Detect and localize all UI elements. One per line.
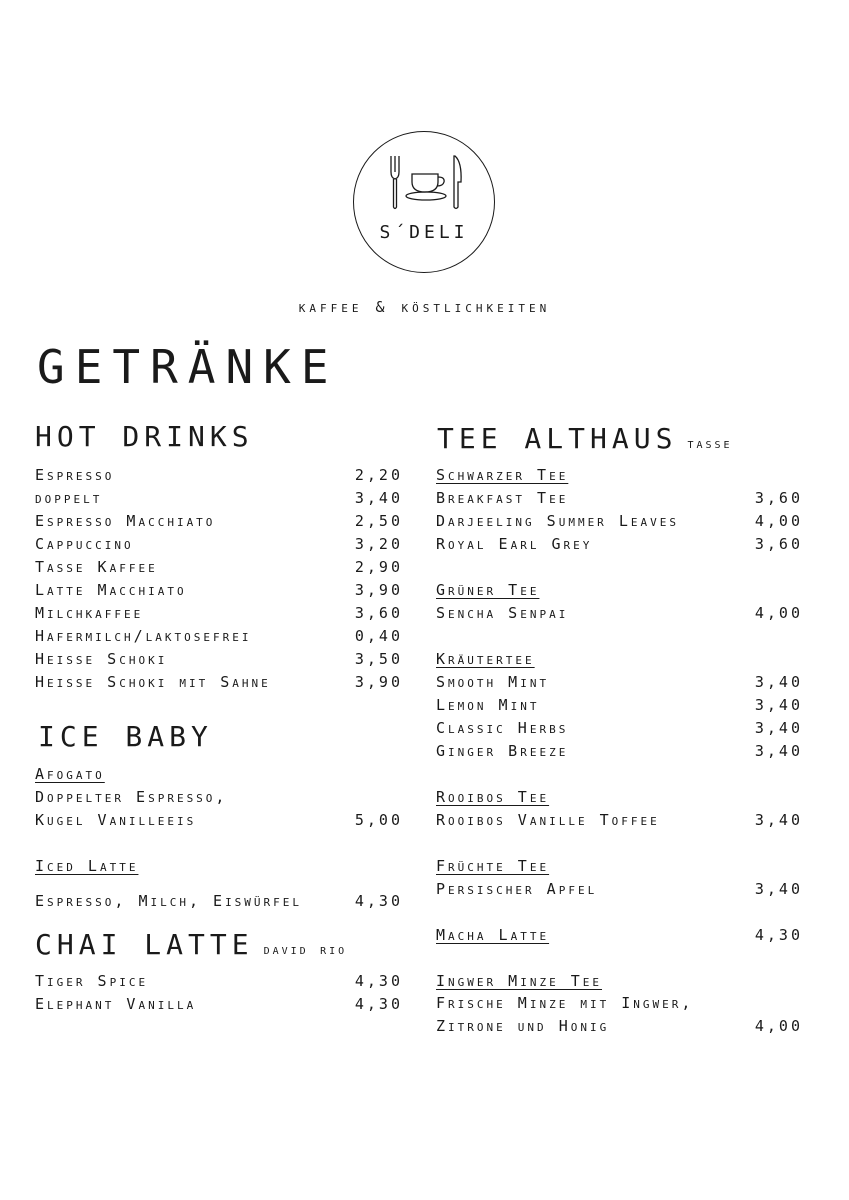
brand-logo xyxy=(353,131,495,273)
kraeutertee-title: Kräutertee xyxy=(436,650,535,668)
item-name: Cappuccino xyxy=(35,535,134,553)
hot-drinks-heading: HOT DRINKS xyxy=(35,420,254,453)
ingwer-price: 4,00 xyxy=(754,1017,803,1035)
iced-latte-price: 4,30 xyxy=(354,892,403,910)
item-price: 2,50 xyxy=(354,512,403,530)
item-name: Heisse Schoki mit Sahne xyxy=(35,673,271,691)
item-price: 3,40 xyxy=(754,673,803,691)
afogato-desc-line2: Kugel Vanilleeis xyxy=(35,811,197,829)
item-price: 3,40 xyxy=(754,719,803,737)
tee-row xyxy=(436,719,803,742)
item-name: Heisse Schoki xyxy=(35,650,168,668)
fruechte-tee-title: Früchte Tee xyxy=(436,857,550,875)
item-price: 3,90 xyxy=(354,673,403,691)
tee-row xyxy=(436,489,803,512)
item-name: Classic Herbs xyxy=(436,719,569,737)
item-price: 4,00 xyxy=(754,604,803,622)
chai-row xyxy=(35,972,403,995)
tee-row xyxy=(436,512,803,535)
chai-row xyxy=(35,995,403,1018)
hot-drink-row xyxy=(35,604,403,627)
item-price: 3,60 xyxy=(754,489,803,507)
tee-title: TEE ALTHAUS xyxy=(437,422,678,455)
tee-unit: tasse xyxy=(687,436,733,452)
hot-drink-row xyxy=(35,466,403,489)
gruener-tee-title: Grüner Tee xyxy=(436,581,540,599)
ingwer-desc-line1: Frische Minze mit Ingwer, xyxy=(436,994,694,1012)
page-title: GETRÄNKE xyxy=(37,340,339,394)
tee-row xyxy=(436,604,803,627)
item-price: 4,30 xyxy=(354,972,403,990)
item-name: Sencha Senpai xyxy=(436,604,569,622)
item-price: 3,60 xyxy=(754,535,803,553)
item-price: 3,40 xyxy=(754,811,803,829)
hot-drink-row xyxy=(35,581,403,604)
schwarzer-tee-title: Schwarzer Tee xyxy=(436,466,569,484)
item-price: 3,40 xyxy=(754,742,803,760)
tee-heading xyxy=(437,422,733,455)
ice-baby-heading: ICE BABY xyxy=(38,720,213,753)
item-price: 3,60 xyxy=(354,604,403,622)
item-name: Lemon Mint xyxy=(436,696,540,714)
item-price: 2,90 xyxy=(354,558,403,576)
item-price: 3,40 xyxy=(754,880,803,898)
item-name: Rooibos Vanille Toffee xyxy=(436,811,660,829)
item-price: 3,40 xyxy=(754,696,803,714)
iced-latte-row xyxy=(35,892,403,915)
item-price: 0,40 xyxy=(354,627,403,645)
hot-drink-row xyxy=(35,558,403,581)
iced-latte-desc: Espresso, Milch, Eiswürfel xyxy=(35,892,303,910)
item-name: Ginger Breeze xyxy=(436,742,569,760)
item-price: 3,50 xyxy=(354,650,403,668)
chai-latte-brand: david rio xyxy=(263,942,348,958)
item-name: Tiger Spice xyxy=(35,972,149,990)
item-name: Smooth Mint xyxy=(436,673,550,691)
item-price: 3,40 xyxy=(354,489,403,507)
item-price: 3,90 xyxy=(354,581,403,599)
macha-latte-row xyxy=(436,926,803,949)
tee-row xyxy=(436,673,803,696)
item-name: Persischer Apfel xyxy=(436,880,598,898)
hot-drink-row xyxy=(35,512,403,535)
hot-drink-row xyxy=(35,673,403,696)
tee-row xyxy=(436,811,803,834)
item-name: Royal Earl Grey xyxy=(436,535,593,553)
afogato-title: Afogato xyxy=(35,765,105,783)
afogato-price: 5,00 xyxy=(354,811,403,829)
tee-row xyxy=(436,535,803,558)
ingwer-desc-line2: Zitrone und Honig xyxy=(436,1017,610,1035)
ingwer-title: Ingwer Minze Tee xyxy=(436,972,603,990)
hot-drink-row xyxy=(35,535,403,558)
item-price: 2,20 xyxy=(354,466,403,484)
item-name: Darjeeling Summer Leaves xyxy=(436,512,679,530)
cutlery-cup-icon xyxy=(386,152,466,218)
item-name: Latte Macchiato xyxy=(35,581,187,599)
item-name: doppelt xyxy=(35,489,103,507)
item-name: Breakfast Tee xyxy=(436,489,569,507)
item-price: 4,30 xyxy=(354,995,403,1013)
rooibos-tee-title: Rooibos Tee xyxy=(436,788,550,806)
item-name: Hafermilch/laktosefrei xyxy=(35,627,252,645)
chai-latte-heading xyxy=(35,928,347,961)
brand-tagline: kaffee & köstlichkeiten xyxy=(298,298,551,316)
item-price: 3,20 xyxy=(354,535,403,553)
item-name: Espresso xyxy=(35,466,115,484)
macha-latte-price: 4,30 xyxy=(754,926,803,944)
brand-name: S´DELI xyxy=(379,222,469,243)
tee-row xyxy=(436,696,803,719)
afogato-row xyxy=(35,811,403,834)
hot-drink-row xyxy=(35,650,403,673)
item-name: Elephant Vanilla xyxy=(35,995,197,1013)
afogato-desc-line1: Doppelter Espresso, xyxy=(35,788,228,806)
item-name: Tasse Kaffee xyxy=(35,558,158,576)
hot-drink-row xyxy=(35,627,403,650)
macha-latte-title: Macha Latte xyxy=(436,926,550,944)
hot-drink-row xyxy=(35,489,403,512)
chai-latte-title: CHAI LATTE xyxy=(35,928,254,961)
iced-latte-title: Iced Latte xyxy=(35,857,139,875)
tee-row xyxy=(436,880,803,903)
ingwer-row xyxy=(436,1017,803,1040)
item-name: Milchkaffee xyxy=(35,604,144,622)
item-price: 4,00 xyxy=(754,512,803,530)
item-name: Espresso Macchiato xyxy=(35,512,216,530)
tee-row xyxy=(436,742,803,765)
